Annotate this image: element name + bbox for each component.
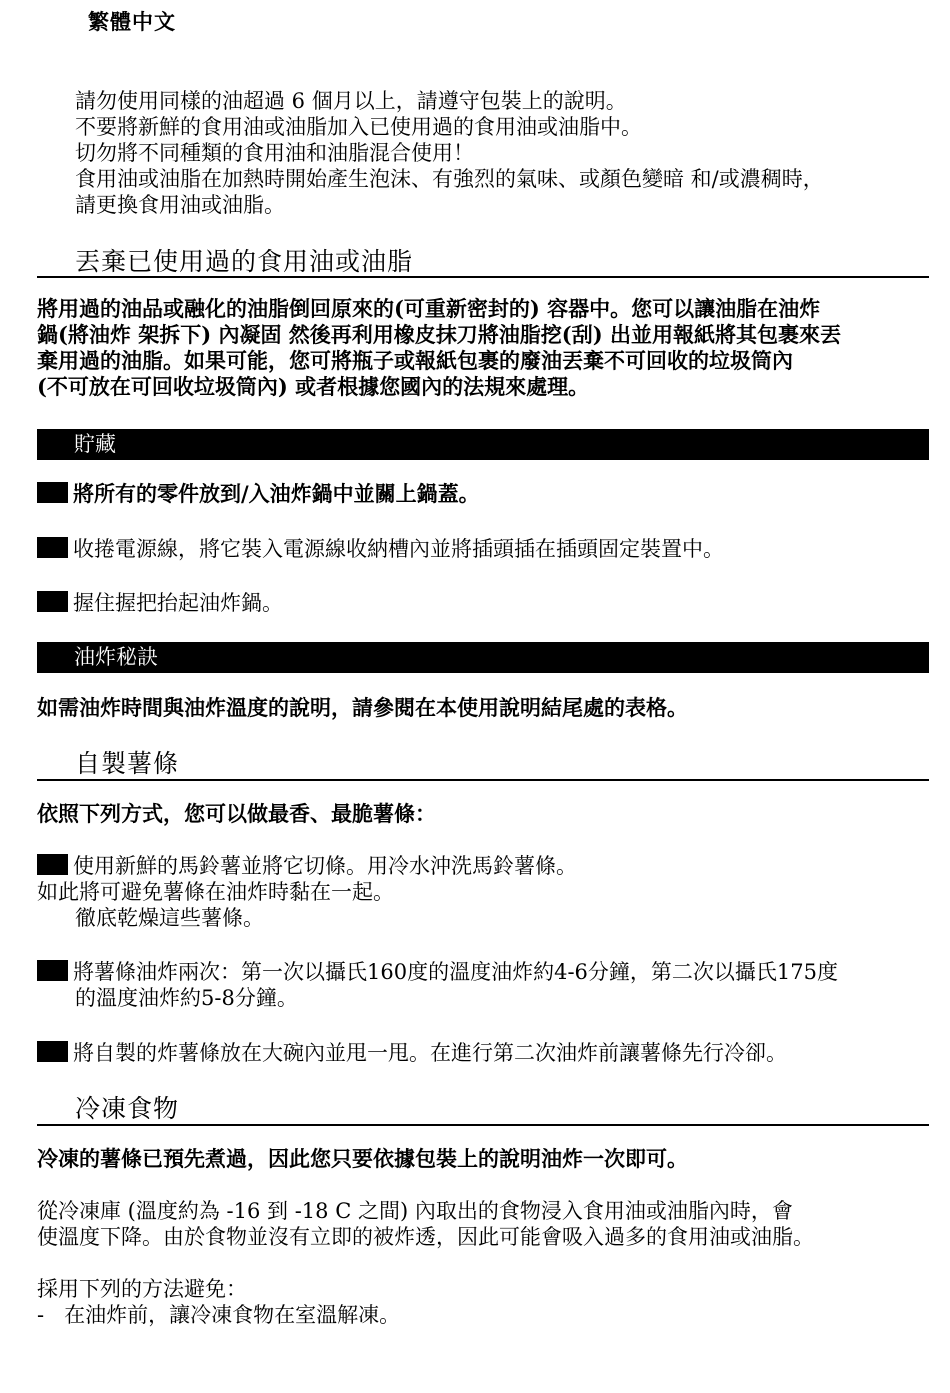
step-text: 握住握把抬起油炸鍋。 — [73, 591, 283, 615]
storage-step — [37, 590, 283, 616]
frozen-line: 從冷凍庫 (溫度約為 -16 到 -18 C 之間) 內取出的食物浸入食用油或油脂內時，會 — [37, 1199, 793, 1223]
storage-step — [37, 481, 480, 507]
step-text: 將自製的炸薯條放在大碗內並甩一甩。在進行第二次油炸前讓薯條先行冷卻。 — [73, 1041, 787, 1065]
homemade-heading: 自製薯條 — [75, 749, 180, 778]
disposal-paragraph — [37, 296, 841, 400]
intro-line: 請勿使用同樣的油超過 6 個月以上，請遵守包裝上的說明。 — [75, 89, 627, 113]
intro-paragraph — [75, 88, 824, 218]
storage-step — [37, 536, 724, 562]
storage-section-bar — [37, 429, 929, 460]
tips-title: 油炸秘訣 — [74, 645, 158, 669]
step-text: 使用新鮮的馬鈴薯並將它切條。用冷水沖洗馬鈴薯條。 — [73, 854, 577, 878]
avoid-item: - 在油炸前，讓冷凍食物在室溫解凍。 — [37, 1303, 401, 1327]
disposal-line: 將用過的油品或融化的油脂倒回原來的(可重新密封的) 容器中。您可以讓油脂在油炸 — [37, 296, 821, 321]
bullet-square-icon — [37, 1041, 68, 1062]
step-continuation: 徹底乾燥這些薯條。 — [75, 906, 264, 930]
bullet-square-icon — [37, 960, 68, 981]
bullet-square-icon — [37, 591, 68, 612]
intro-line: 切勿將不同種類的食用油和油脂混合使用！ — [75, 141, 474, 165]
homemade-step — [37, 853, 577, 879]
avoid-label: 採用下列的方法避免： — [37, 1277, 247, 1301]
step-continuation: 如此將可避免薯條在油炸時黏在一起。 — [37, 880, 394, 904]
homemade-step — [37, 1040, 787, 1066]
step-text: 將薯條油炸兩次：第一次以攝氏160度的溫度油炸約4-6分鐘，第二次以攝氏175度 — [73, 960, 838, 984]
disposal-line: 棄用過的油脂。如果可能，您可將瓶子或報紙包裹的廢油丟棄不可回收的垃圾筒內 — [37, 348, 793, 373]
bullet-square-icon — [37, 537, 68, 558]
intro-line: 請更換食用油或油脂。 — [75, 193, 285, 217]
section-divider — [37, 779, 929, 781]
disposal-line: 鍋(將油炸 架拆下) 內凝固 然後再利用橡皮抹刀將油脂挖(刮) 出並用報紙將其包裹來丟 — [37, 322, 841, 347]
storage-title: 貯藏 — [74, 432, 116, 456]
homemade-intro: 依照下列方式，您可以做最香、最脆薯條： — [37, 801, 436, 826]
disposal-line: (不可放在可回收垃圾筒內) 或者根據您國內的法規來處理。 — [37, 374, 590, 399]
section-divider — [37, 276, 929, 278]
step-continuation: 的溫度油炸約5-8分鐘。 — [75, 986, 298, 1010]
section-divider — [37, 1124, 929, 1126]
step-text: 收捲電源線，將它裝入電源線收納槽內並將插頭插在插頭固定裝置中。 — [73, 537, 724, 561]
step-text: 將所有的零件放到/入油炸鍋中並關上鍋蓋。 — [73, 481, 480, 506]
frozen-paragraph — [37, 1198, 814, 1250]
tips-note: 如需油炸時間與油炸溫度的說明，請參閱在本使用說明結尾處的表格。 — [37, 695, 688, 720]
language-label: 繁體中文 — [88, 9, 176, 34]
frozen-intro: 冷凍的薯條已預先煮過，因此您只要依據包裝上的說明油炸一次即可。 — [37, 1146, 688, 1171]
frozen-heading: 冷凍食物 — [75, 1094, 180, 1123]
bullet-square-icon — [37, 854, 68, 875]
tips-section-bar — [37, 642, 929, 673]
bullet-square-icon — [37, 482, 68, 503]
intro-line: 食用油或油脂在加熱時開始產生泡沫、有強烈的氣味、或顏色變暗 和/或濃稠時， — [75, 167, 824, 191]
homemade-step — [37, 959, 838, 985]
disposal-heading: 丟棄已使用過的食用油或油脂 — [75, 247, 414, 276]
frozen-line: 使溫度下降。由於食物並沒有立即的被炸透，因此可能會吸入過多的食用油或油脂。 — [37, 1225, 814, 1249]
intro-line: 不要將新鮮的食用油或油脂加入已使用過的食用油或油脂中。 — [75, 115, 642, 139]
